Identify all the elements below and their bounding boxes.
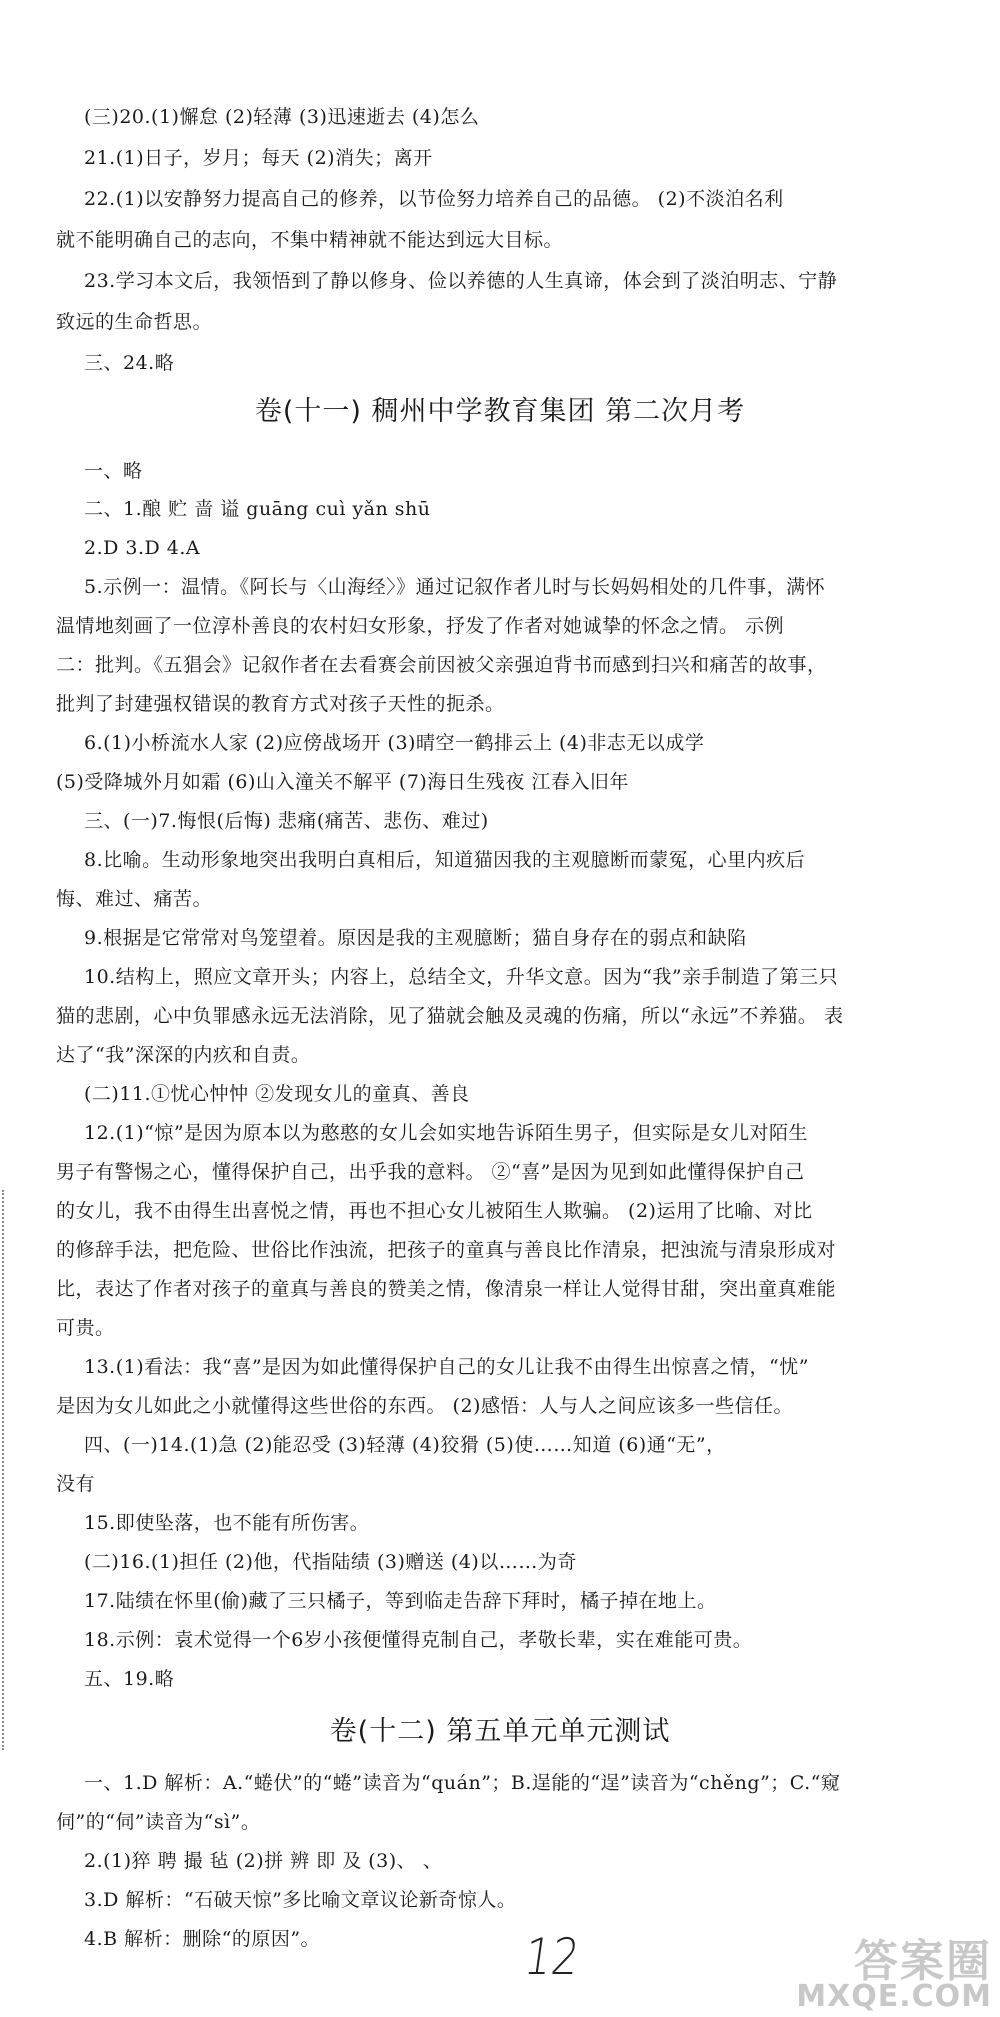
handwritten-page-number: 12 [520,1928,583,1986]
answer-line: 三、24.略 [84,352,175,374]
answer-line: 21.(1)日子，岁月；每天 (2)消失；离开 [84,147,433,169]
section-heading: 卷(十一) 稠州中学教育集团 第二次月考 [254,396,746,427]
answer-line: 二：批判。《五猖会》记叙作者在去看赛会前因被父亲强迫背书而感到扫兴和痛苦的故事， [56,654,827,676]
answer-line: 6.(1)小桥流水人家 (2)应傍战场开 (3)晴空一鹤排云上 (4)非志无以成学 [84,732,705,754]
answer-line: 3.D 解析：“石破天惊”多比喻文章议论新奇惊人。 [84,1889,517,1911]
watermark-url: MXQE.COM [796,1979,992,2014]
answer-line: 的女儿，我不由得生出喜悦之情，再也不担心女儿被陌生人欺骗。 (2)运用了比喻、对比 [56,1200,813,1222]
answer-line: 4.B 解析：删除“的原因”。 [84,1928,321,1950]
answer-line: 18.示例：袁术觉得一个6岁小孩便懂得克制自己，孝敬长辈，实在难能可贵。 [84,1629,753,1651]
answer-line: 的修辞手法，把危险、世俗比作浊流，把孩子的童真与善良比作清泉，把浊流与清泉形成对 [56,1239,837,1261]
answer-line: 没有 [56,1473,96,1495]
answer-line: 猫的悲剧，心中负罪感永远无法消除，见了猫就会触及灵魂的伤痛，所以“永远”不养猫。 表 [56,1005,844,1027]
answer-line: 9.根据是它常常对鸟笼望着。原因是我的主观臆断；猫自身存在的弱点和缺陷 [84,927,747,949]
answer-line: 13.(1)看法：我“喜”是因为如此懂得保护自己的女儿让我不由得生出惊喜之情，“忧” [84,1356,809,1378]
answer-line: 致远的生命哲思。 [56,311,213,333]
answer-line: 悔、难过、痛苦。 [56,888,213,910]
answer-line: 男子有警惕之心，懂得保护自己，出乎我的意料。 ②“喜”是因为见到如此懂得保护自己 [56,1161,805,1183]
answer-line: 17.陆绩在怀里(偷)藏了三只橘子，等到临走告辞下拜时，橘子掉在地上。 [84,1590,717,1612]
answer-line: 是因为女儿如此之小就懂得这些世俗的东西。 (2)感悟：人与人之间应该多一些信任。 [56,1395,793,1417]
watermark-text: 答案圈 [854,1936,992,1987]
answer-line: 一、略 [84,460,143,482]
section-heading: 卷(十二) 第五单元单元测试 [329,1716,671,1747]
answer-line: 四、(一)14.(1)急 (2)能忍受 (3)轻薄 (4)狡猾 (5)使……知道 (6)通“无”， [84,1434,726,1456]
answer-line: 22.(1)以安静努力提高自己的修养，以节俭努力培养自己的品德。 (2)不淡泊名利 [84,188,784,210]
answer-line: (三)20.(1)懈怠 (2)轻薄 (3)迅速逝去 (4)怎么 [84,106,480,128]
binding-margin [2,1190,10,1750]
answer-line: 达了“我”深深的内疚和自责。 [56,1044,311,1066]
answer-line: (二)16.(1)担任 (2)他，代指陆绩 (3)赠送 (4)以……为奇 [84,1551,577,1573]
answer-line: 批判了封建强权错误的教育方式对孩子天性的扼杀。 [56,693,505,715]
answer-line: 8.比喻。生动形象地突出我明白真相后，知道猫因我的主观臆断而蒙冤，心里内疚后 [84,849,806,871]
answer-line: 12.(1)“惊”是因为原本以为憨憨的女儿会如实地告诉陌生男子，但实际是女儿对陌生 [84,1122,809,1144]
answer-line: 2.D 3.D 4.A [84,537,201,559]
answer-line: 5.示例一：温情。《阿长与〈山海经〉》通过记叙作者儿时与长妈妈相处的几件事，满怀 [84,576,826,598]
answer-line: 23.学习本文后，我领悟到了静以修身、俭以养德的人生真谛，体会到了淡泊明志、宁静 [84,270,838,292]
watermark-logo [762,1925,992,2017]
answer-line: 五、19.略 [84,1668,175,1690]
answer-line: 三、(一)7.悔恨(后悔) 悲痛(痛苦、悲伤、难过) [84,810,489,832]
answer-line: 可贵。 [56,1317,115,1339]
answer-line: 2.(1)猝 聘 撮 毡 (2)拼 辨 即 及 (3)、 、 [84,1850,443,1872]
answer-line: 温情地刻画了一位淳朴善良的农村妇女形象，抒发了作者对她诚挚的怀念之情。 示例 [56,615,785,637]
answer-line: 二、1.酿 贮 啬 谥 guāng cuì yǎn shū [84,498,431,520]
answer-line: 比，表达了作者对孩子的童真与善良的赞美之情，像清泉一样让人觉得甘甜，突出童真难能 [56,1278,837,1300]
answer-line: 15.即使坠落，也不能有所伤害。 [84,1512,370,1534]
answer-line: 一、1.D 解析：A.“蜷伏”的“蜷”读音为“quán”；B.逞能的“逞”读音为“chěng”；C.“窥 [84,1772,841,1794]
answer-line: 伺”的“伺”读音为“sì”。 [56,1811,261,1833]
answer-line: (5)受降城外月如霜 (6)山入潼关不解平 (7)海日生残夜 江春入旧年 [56,771,629,793]
answer-line: (二)11.①忧心忡忡 ②发现女儿的童真、善良 [84,1083,470,1105]
answer-line: 就不能明确自己的志向，不集中精神就不能达到远大目标。 [56,229,564,251]
answer-line: 10.结构上，照应文章开头；内容上，总结全文，升华文意。因为“我”亲手制造了第三只 [84,966,839,988]
